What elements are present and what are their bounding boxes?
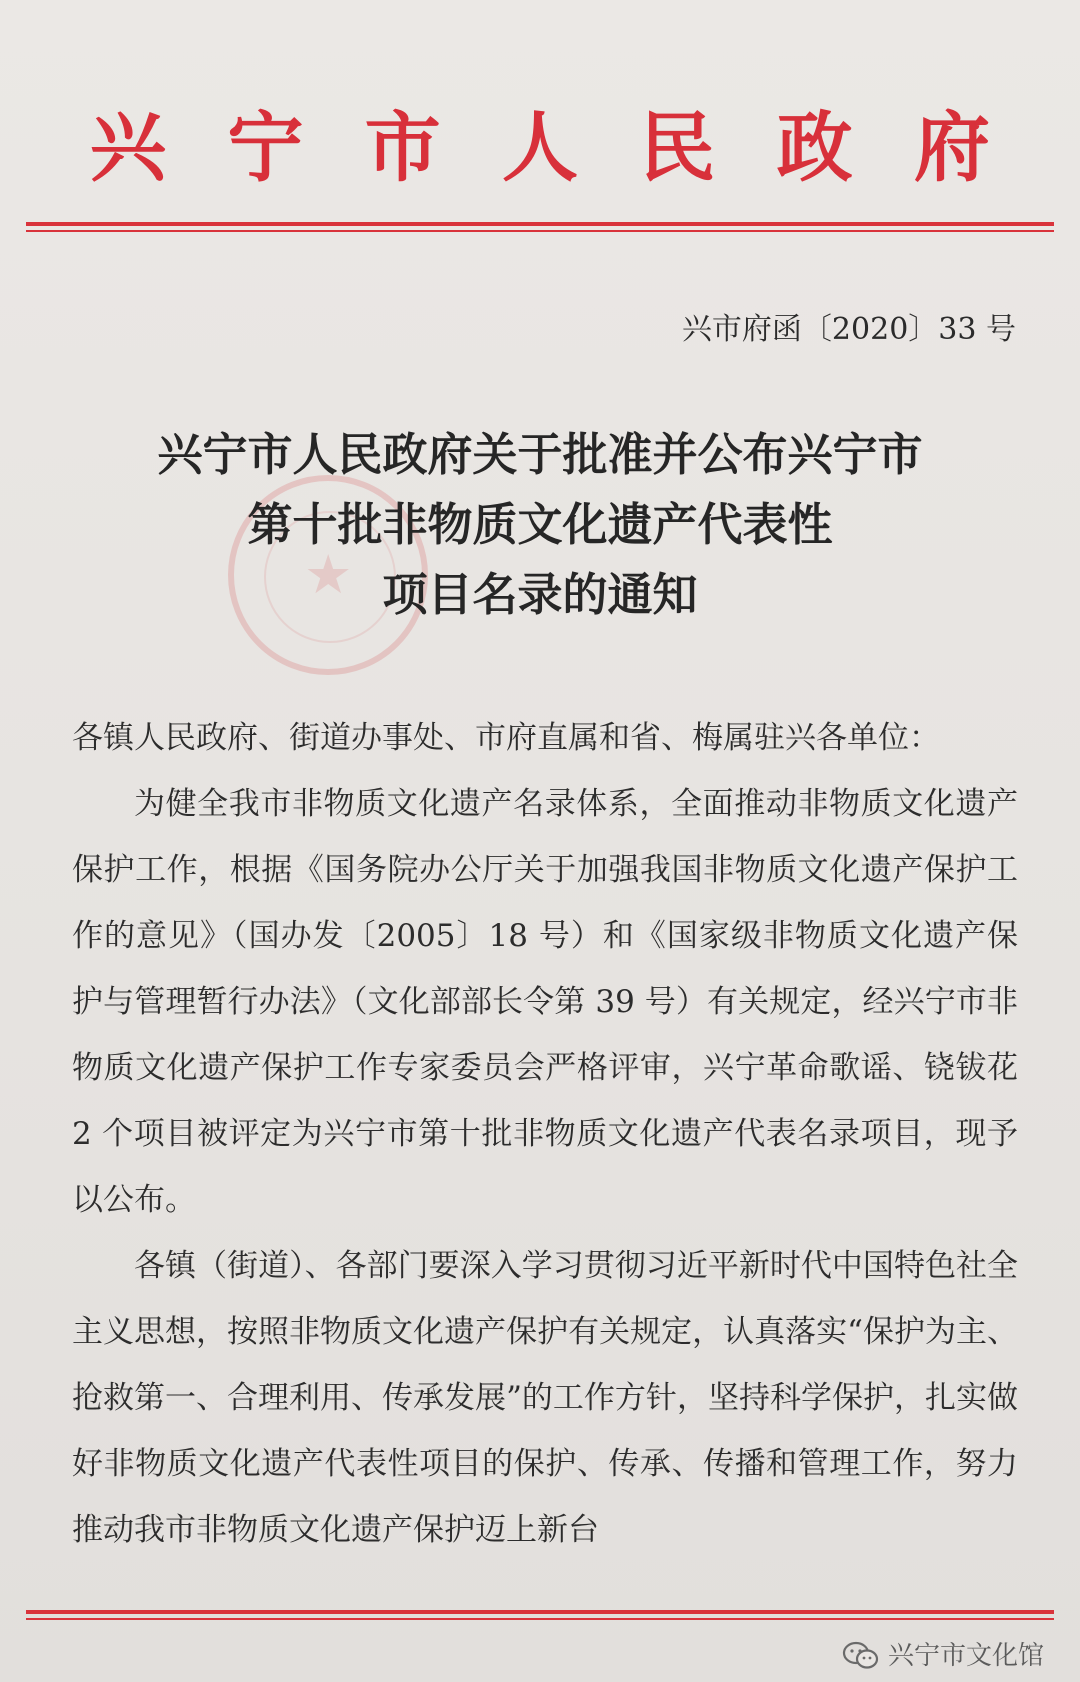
- header-divider-thin: [26, 230, 1054, 232]
- footer-divider-thin: [26, 1618, 1054, 1620]
- masthead-char: 府: [913, 103, 990, 192]
- wechat-icon: [842, 1641, 880, 1671]
- footer-divider-thick: [26, 1610, 1054, 1614]
- body-paragraph: 为健全我市非物质文化遗产名录体系，全面推动非物质文化遗产保护工作，根据《国务院办公厅关于加强我国非物质文化遗产保护工作的意见》（国办发〔2005〕18 号）和《国家级非物质文化遗产保护与管理暂行办法》（文化部部长令第 39 号）有关规定，经兴宁市非物质文化遗产保护工作专家委员会严格评审，兴宁革命歌谣、铙钹花 2 个项目被评定为兴宁市第十批非物质文化遗产代表名录项目，现予以公布。: [72, 786, 1018, 1218]
- document-number: 兴市府函〔2020〕33 号: [681, 312, 1016, 347]
- title-line: 项目名录的通知: [382, 568, 698, 621]
- title-line: 兴宁市人民政府关于批准并公布兴宁市: [157, 428, 923, 481]
- seal-star-icon: ★: [304, 543, 353, 606]
- masthead-char: 民: [639, 103, 716, 192]
- masthead-char: 市: [364, 103, 441, 192]
- document-title: [60, 420, 1020, 630]
- masthead: [90, 100, 990, 196]
- masthead-char: 政: [776, 103, 853, 192]
- title-line: 第十批非物质文化遗产代表性: [247, 498, 833, 551]
- body-paragraph: 各镇（街道）、各部门要深入学习贯彻习近平新时代中国特色社全主义思想，按照非物质文化遗产保护有关规定，认真落实“保护为主、抢救第一、合理利用、传承发展”的工作方针，坚持科学保护，扎实做好非物质文化遗产代表性项目的保护、传承、传播和管理工作，努力推动我市非物质文化遗产保护迈上新台: [72, 1248, 1018, 1548]
- masthead-char: 兴: [90, 103, 166, 192]
- source-label: 兴宁市文化馆: [887, 1641, 1044, 1671]
- document-body: [72, 705, 1018, 1563]
- source-watermark: [842, 1640, 1044, 1672]
- header-divider-thick: [26, 222, 1054, 226]
- masthead-char: 宁: [227, 103, 304, 192]
- addressee: 各镇人民政府、街道办事处、市府直属和省、梅属驻兴各单位：: [72, 720, 940, 756]
- masthead-char: 人: [501, 103, 578, 192]
